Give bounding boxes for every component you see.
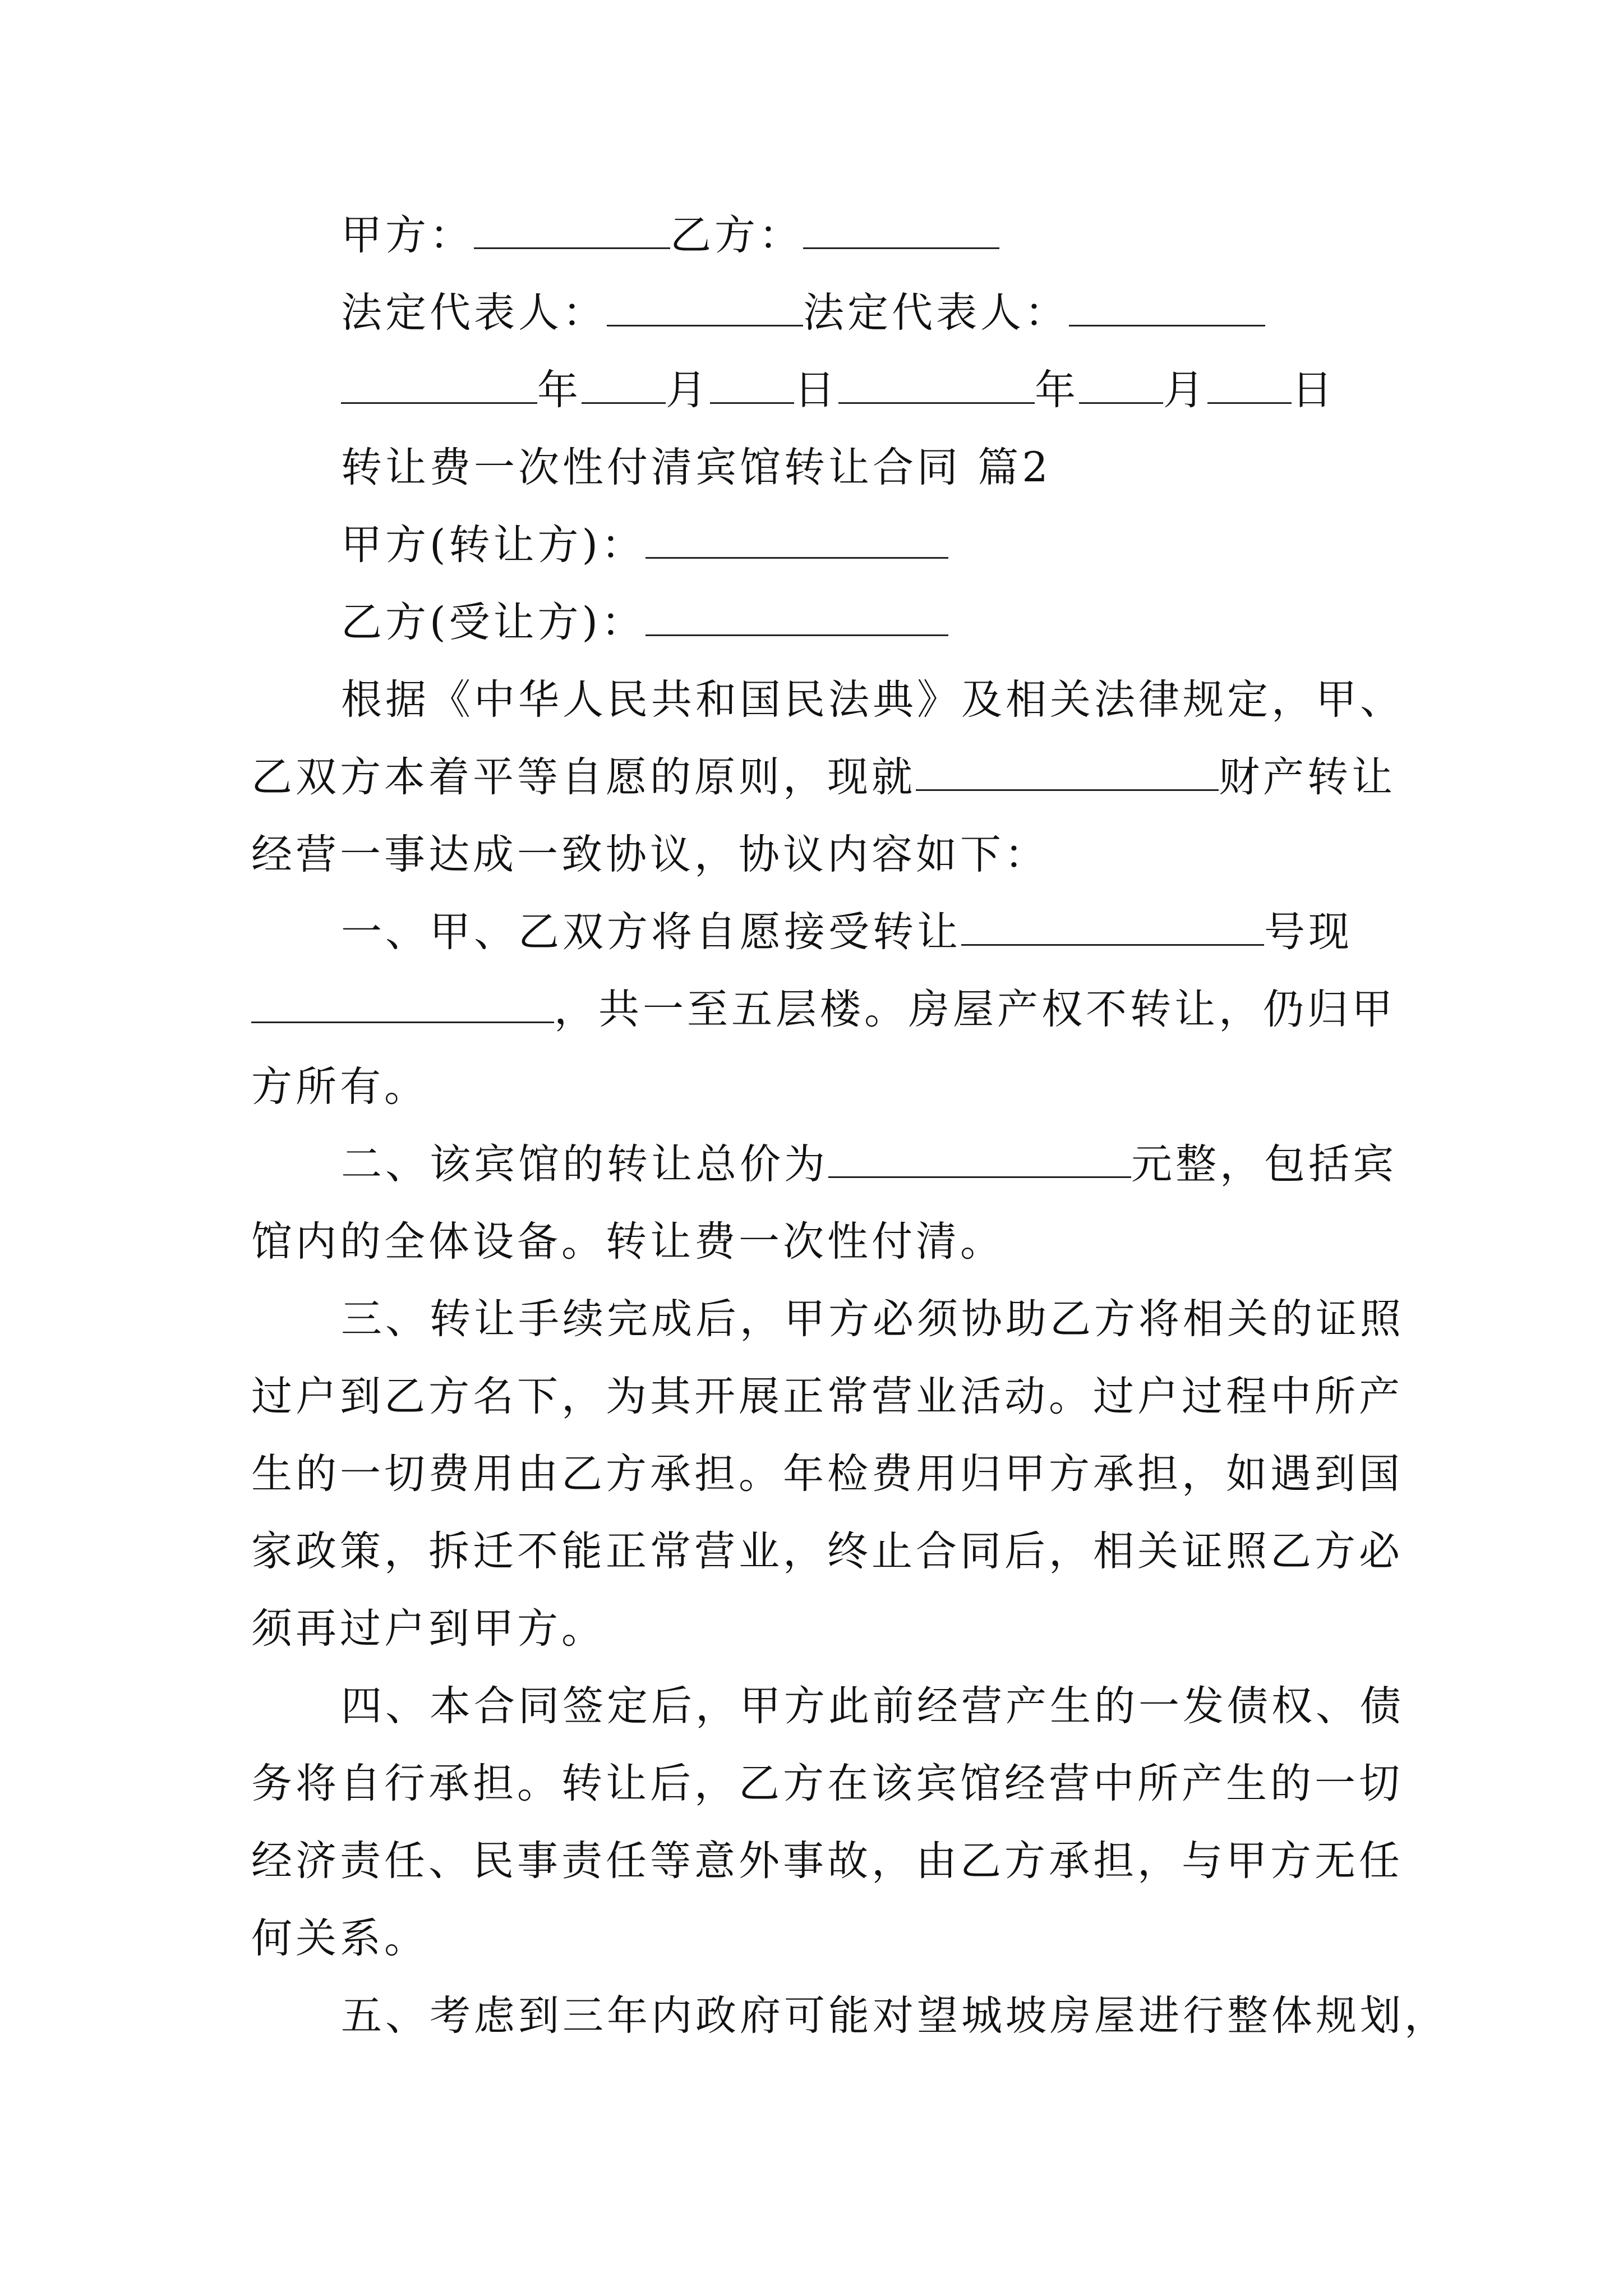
transferor-blank	[645, 518, 948, 559]
clause4-line-2: 务将自行承担。转让后，乙方在该宾馆经营中所产生的一切	[251, 1760, 1403, 1807]
party-b-label: 乙方：	[670, 211, 803, 259]
clause2-line-1: 二、该宾馆的转让总价为 元整，包括宾	[251, 1137, 1391, 1193]
date-a-month: 月	[666, 366, 710, 414]
intro-line-2: 乙双方本着平等自愿的原则，现就 财产转让	[251, 749, 1391, 806]
property-blank	[916, 750, 1219, 791]
clause1-line-1: 一、甲、乙双方将自愿接受转让 号现	[251, 904, 1391, 960]
party-a-label: 甲方：	[341, 211, 474, 259]
date-a-year: 年	[537, 366, 582, 414]
total-price-blank	[828, 1137, 1131, 1178]
transferor-label: 甲方(转让方)：	[341, 521, 645, 569]
date-a-day: 日	[794, 366, 838, 414]
clause3-line-4: 家政策，拆迁不能正常营业，终止合同后，相关证照乙方必	[251, 1527, 1403, 1575]
date-b-day-blank	[1207, 363, 1292, 404]
transferor-line	[251, 517, 1391, 573]
clause5-line-1: 五、考虑到三年内政府可能对望城坡房屋进行整体规划，	[341, 1992, 1449, 2040]
date-b-month: 月	[1163, 366, 1207, 414]
rep-a-label: 法定代表人：	[341, 289, 607, 337]
date-a-day-blank	[710, 363, 794, 404]
clause1-line-2: ，共一至五层楼。房屋产权不转让，仍归甲	[251, 982, 1391, 1038]
date-b-day: 日	[1292, 366, 1336, 414]
contract-title: 转让费一次性付清宾馆转让合同 篇2	[341, 444, 1052, 491]
clause3-line-5: 须再过户到甲方。	[251, 1605, 606, 1653]
clause2-line-2: 馆内的全体设备。转让费一次性付清。	[251, 1218, 1004, 1266]
party-b-blank	[803, 208, 999, 249]
intro-line-3: 经营一事达成一致协议，协议内容如下：	[251, 831, 1049, 878]
date-a-year-blank	[341, 363, 537, 404]
date-b-month-blank	[1079, 363, 1163, 404]
date-a-month-blank	[582, 363, 666, 404]
transferee-blank	[645, 595, 948, 636]
signature-row-dates	[251, 362, 1391, 418]
rep-b-label: 法定代表人：	[803, 289, 1069, 337]
clause4-line-1: 四、本合同签定后，甲方此前经营产生的一发债权、债	[341, 1682, 1404, 1730]
address-number-blank	[961, 905, 1264, 946]
rep-b-blank	[1069, 286, 1265, 326]
rep-a-blank	[607, 286, 803, 326]
current-name-blank	[251, 982, 554, 1023]
transferee-label: 乙方(受让方)：	[341, 599, 645, 646]
clause3-line-3: 生的一切费用由乙方承担。年检费用归甲方承担，如遇到国	[251, 1450, 1403, 1498]
transferee-line	[251, 595, 1391, 651]
clause3-line-1: 三、转让手续完成后，甲方必须协助乙方将相关的证照	[341, 1295, 1404, 1343]
clause3-line-2: 过户到乙方名下，为其开展正常营业活动。过户过程中所产	[251, 1373, 1403, 1420]
clause1-line-3: 方所有。	[251, 1063, 428, 1111]
date-b-year: 年	[1035, 366, 1079, 414]
signature-row-parties	[251, 208, 1391, 264]
clause4-line-3: 经济责任、民事责任等意外事故，由乙方承担，与甲方无任	[251, 1837, 1403, 1885]
intro-line-1: 根据《中华人民共和国民法典》及相关法律规定，甲、	[341, 676, 1404, 724]
clause4-line-4: 何关系。	[251, 1915, 428, 1962]
party-a-blank	[474, 208, 670, 249]
date-b-year-blank	[838, 363, 1035, 404]
signature-row-reps	[251, 285, 1391, 341]
